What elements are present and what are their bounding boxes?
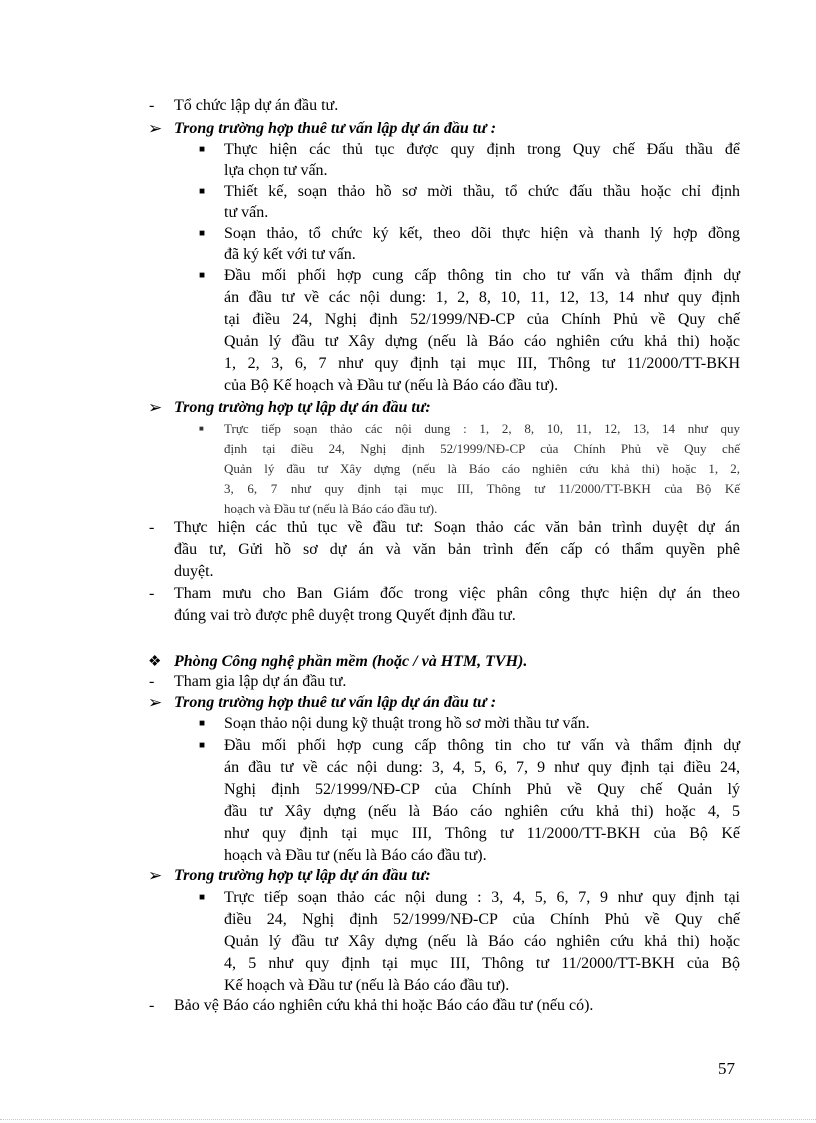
footer-divider	[0, 1119, 816, 1120]
square-bullet-icon: ■	[199, 718, 206, 729]
square-bullet-icon: ■	[199, 186, 206, 197]
arrow-bullet-icon: ➢	[148, 866, 163, 885]
dash-marker: -	[149, 585, 155, 602]
square-bullet-icon: ■	[199, 228, 206, 239]
dash-marker: -	[149, 997, 155, 1014]
square-bullet-icon: ■	[199, 144, 206, 155]
square-bullet-icon: ■	[199, 424, 204, 433]
diamond-bullet-icon: ❖	[148, 654, 162, 670]
arrow-bullet-icon: ➢	[148, 119, 163, 138]
arrow-bullet-icon: ➢	[148, 693, 163, 712]
square-bullet-icon: ■	[199, 270, 206, 281]
dash-marker: -	[149, 519, 155, 536]
dash-marker: -	[149, 97, 155, 114]
square-bullet-icon: ■	[199, 740, 206, 751]
square-bullet-icon: ■	[199, 892, 206, 903]
page-number: 57	[718, 1059, 735, 1078]
dash-marker: -	[149, 673, 155, 690]
arrow-bullet-icon: ➢	[148, 398, 163, 417]
